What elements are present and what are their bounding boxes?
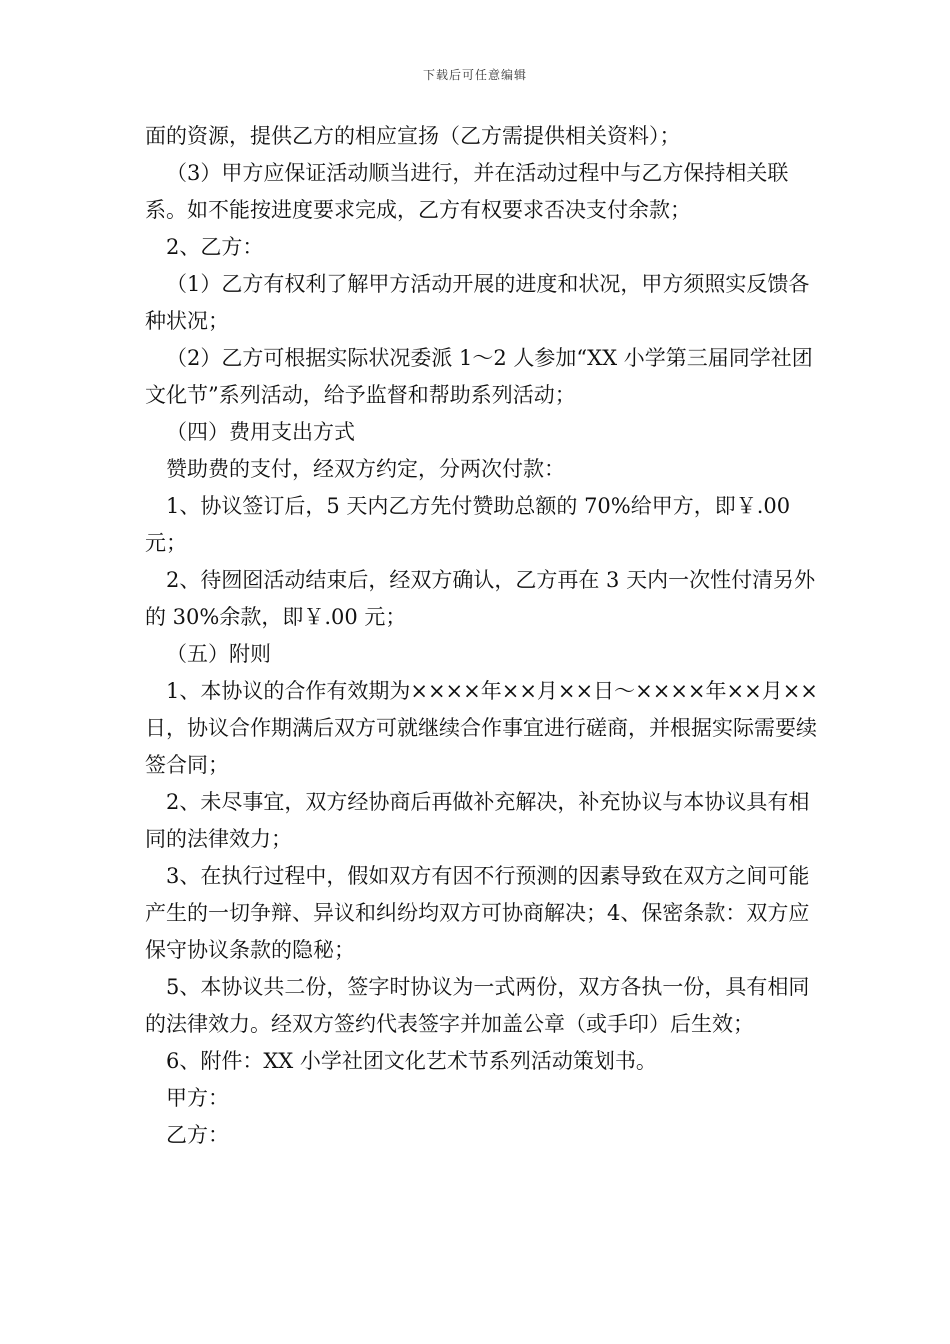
- signature-party-b: 乙方：: [166, 1123, 229, 1147]
- paragraph-8: 1、协议签订后，5 天内乙方先付赞助总额的 70%给甲方，即￥.00 元；: [145, 494, 791, 555]
- paragraph-3: 2、乙方：: [166, 235, 264, 259]
- document-body: [145, 118, 820, 1154]
- paragraph-7: 赞助费的支付，经双方约定，分两次付款：: [166, 457, 565, 481]
- paragraph-6: （四）费用支出方式: [166, 420, 355, 444]
- paragraph-1: 面的资源，提供乙方的相应宣扬（乙方需提供相关资料）；: [145, 124, 681, 148]
- paragraph-13: 3、在执行过程中，假如双方有因不行预测的因素导致在双方之间可能产生的一切争辩、异议和纠纷均双方可协商解决；4、保密条款：双方应保守协议条款的隐秘；: [145, 864, 810, 962]
- page-header-note: 下载后可任意编辑: [422, 68, 527, 82]
- paragraph-4: （1）乙方有权利了解甲方活动开展的进度和状况，甲方须照实反馈各种状况；: [145, 272, 810, 333]
- paragraph-11: 1、本协议的合作有效期为××××年××月××日～××××年××月××日，协议合作期满后双方可就继续合作事宜进行磋商，并根据实际需要续签合同；: [145, 679, 818, 777]
- paragraph-9: 2、待囫囵活动结束后，经双方确认，乙方再在 3 天内一次性付清另外的 30%余款，即￥.00 元；: [145, 568, 816, 629]
- paragraph-10: （五）附则: [166, 642, 271, 666]
- paragraph-15: 6、附件：XX 小学社团文化艺术节系列活动策划书。: [166, 1049, 657, 1073]
- signature-party-a: 甲方：: [166, 1086, 229, 1110]
- paragraph-12: 2、未尽事宜，双方经协商后再做补充解决，补充协议与本协议具有相同的法律效力；: [145, 790, 810, 851]
- paragraph-2: （3）甲方应保证活动顺当进行，并在活动过程中与乙方保持相关联系。如不能按进度要求完成，乙方有权要求否决支付余款；: [145, 161, 789, 222]
- paragraph-5: （2）乙方可根据实际状况委派 1～2 人参加“XX 小学第三届同学社团文化节”系列活动，给予监督和帮助系列活动；: [145, 346, 813, 407]
- paragraph-14: 5、本协议共二份，签字时协议为一式两份，双方各执一份，具有相同的法律效力。经双方签约代表签字并加盖公章（或手印）后生效；: [145, 975, 810, 1036]
